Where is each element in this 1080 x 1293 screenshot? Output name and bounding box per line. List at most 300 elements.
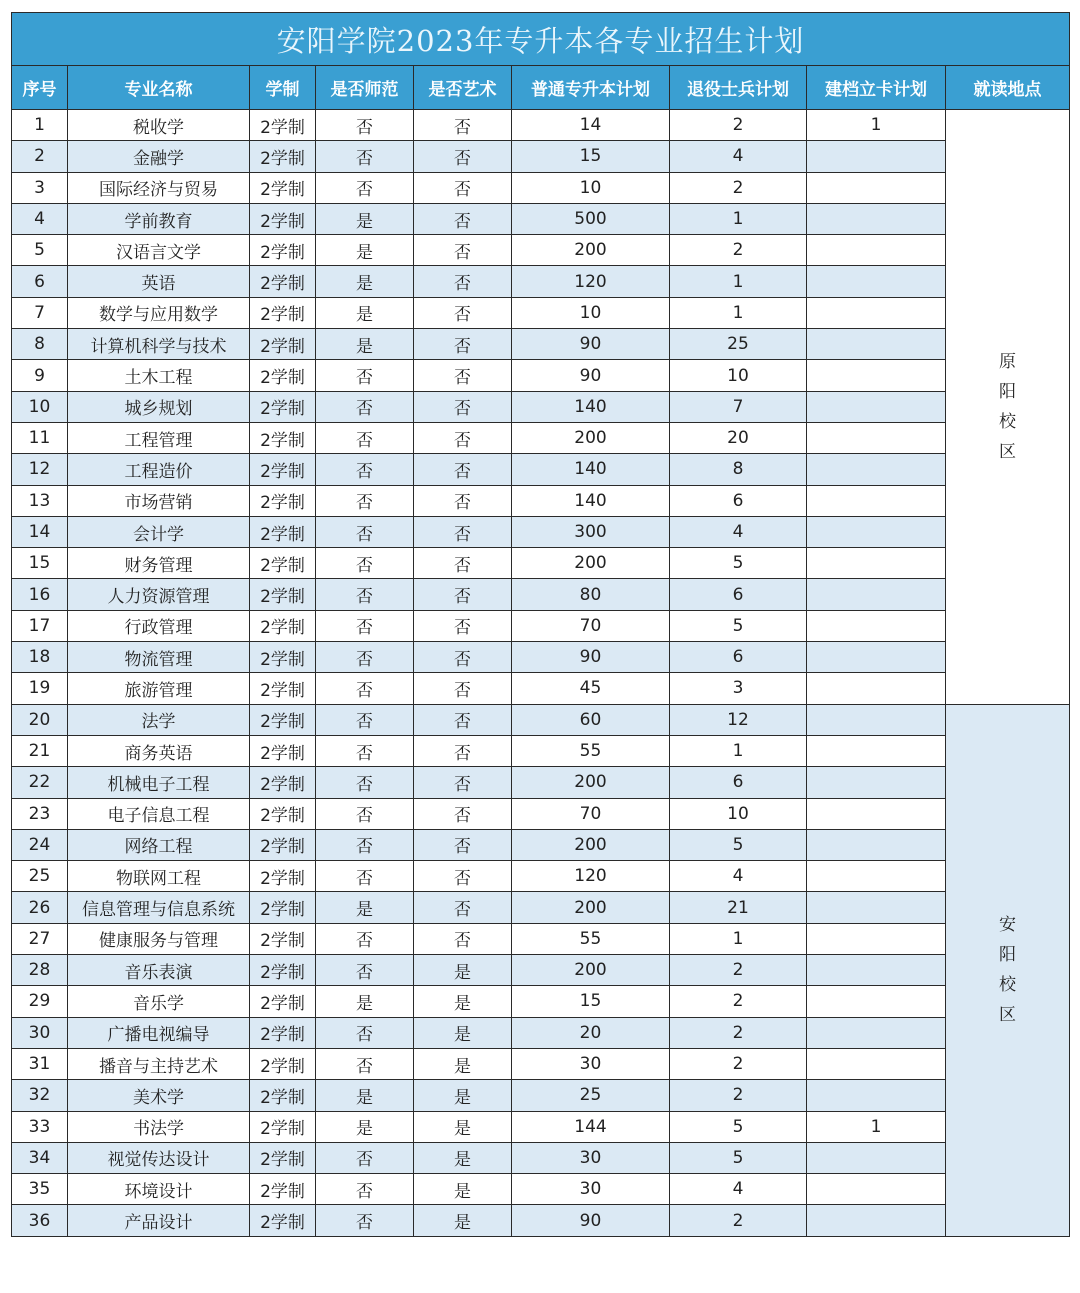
regular-plan: 200 [512, 767, 670, 798]
table-row [12, 172, 1070, 203]
veteran-plan: 2 [670, 955, 807, 986]
major-name: 市场营销 [68, 485, 250, 516]
row-no: 11 [12, 422, 68, 453]
major-name: 健康服务与管理 [68, 923, 250, 954]
is-normal: 否 [316, 642, 414, 673]
major-name: 财务管理 [68, 548, 250, 579]
campus-name: 原阳校区 [999, 351, 1017, 462]
veteran-plan: 4 [670, 861, 807, 892]
veteran-plan: 6 [670, 767, 807, 798]
row-no: 9 [12, 360, 68, 391]
is-normal: 否 [316, 391, 414, 422]
poverty-plan [807, 1017, 946, 1048]
system: 2学制 [250, 235, 316, 266]
row-no: 36 [12, 1205, 68, 1236]
is-art: 是 [414, 1048, 512, 1079]
poverty-plan [807, 1205, 946, 1236]
veteran-plan: 20 [670, 422, 807, 453]
table-row [12, 235, 1070, 266]
major-name: 商务英语 [68, 735, 250, 766]
veteran-plan: 8 [670, 454, 807, 485]
poverty-plan [807, 141, 946, 172]
is-art: 否 [414, 422, 512, 453]
is-normal: 否 [316, 861, 414, 892]
is-normal: 否 [316, 829, 414, 860]
system: 2学制 [250, 329, 316, 360]
system: 2学制 [250, 1142, 316, 1173]
is-normal: 否 [316, 579, 414, 610]
table-row [12, 516, 1070, 547]
row-no: 32 [12, 1080, 68, 1111]
table-row [12, 986, 1070, 1017]
major-name: 视觉传达设计 [68, 1142, 250, 1173]
is-art: 否 [414, 485, 512, 516]
regular-plan: 144 [512, 1111, 670, 1142]
poverty-plan [807, 297, 946, 328]
regular-plan: 500 [512, 203, 670, 234]
system: 2学制 [250, 642, 316, 673]
is-normal: 否 [316, 110, 414, 141]
row-no: 25 [12, 861, 68, 892]
table-row [12, 329, 1070, 360]
is-art: 否 [414, 767, 512, 798]
table-row [12, 1111, 1070, 1142]
table-row [12, 548, 1070, 579]
is-art: 否 [414, 735, 512, 766]
regular-plan: 30 [512, 1174, 670, 1205]
system: 2学制 [250, 1174, 316, 1205]
row-no: 6 [12, 266, 68, 297]
poverty-plan [807, 516, 946, 547]
poverty-plan [807, 1142, 946, 1173]
major-name: 金融学 [68, 141, 250, 172]
row-no: 24 [12, 829, 68, 860]
major-name: 产品设计 [68, 1205, 250, 1236]
system: 2学制 [250, 1048, 316, 1079]
major-name: 美术学 [68, 1080, 250, 1111]
system: 2学制 [250, 955, 316, 986]
regular-plan: 55 [512, 735, 670, 766]
poverty-plan [807, 704, 946, 735]
system: 2学制 [250, 141, 316, 172]
is-art: 否 [414, 548, 512, 579]
veteran-plan: 1 [670, 297, 807, 328]
regular-plan: 90 [512, 329, 670, 360]
regular-plan: 200 [512, 955, 670, 986]
row-no: 12 [12, 454, 68, 485]
system: 2学制 [250, 172, 316, 203]
is-art: 是 [414, 986, 512, 1017]
col-header-no: 序号 [12, 66, 68, 110]
is-art: 否 [414, 329, 512, 360]
regular-plan: 140 [512, 485, 670, 516]
row-no: 2 [12, 141, 68, 172]
row-no: 17 [12, 610, 68, 641]
poverty-plan [807, 955, 946, 986]
is-art: 否 [414, 798, 512, 829]
row-no: 3 [12, 172, 68, 203]
poverty-plan [807, 767, 946, 798]
is-normal: 否 [316, 422, 414, 453]
is-normal: 否 [316, 1205, 414, 1236]
is-normal: 否 [316, 141, 414, 172]
is-normal: 否 [316, 735, 414, 766]
campus-cell [946, 110, 1070, 705]
table-row [12, 704, 1070, 735]
system: 2学制 [250, 516, 316, 547]
is-normal: 是 [316, 986, 414, 1017]
is-normal: 是 [316, 297, 414, 328]
poverty-plan [807, 579, 946, 610]
major-name: 音乐学 [68, 986, 250, 1017]
major-name: 工程造价 [68, 454, 250, 485]
veteran-plan: 4 [670, 141, 807, 172]
veteran-plan: 2 [670, 1017, 807, 1048]
is-normal: 否 [316, 610, 414, 641]
is-normal: 否 [316, 1048, 414, 1079]
major-name: 环境设计 [68, 1174, 250, 1205]
major-name: 国际经济与贸易 [68, 172, 250, 203]
row-no: 7 [12, 297, 68, 328]
major-name: 汉语言文学 [68, 235, 250, 266]
poverty-plan [807, 235, 946, 266]
table-row [12, 203, 1070, 234]
system: 2学制 [250, 861, 316, 892]
veteran-plan: 5 [670, 1142, 807, 1173]
veteran-plan: 6 [670, 579, 807, 610]
is-normal: 否 [316, 1017, 414, 1048]
table-row [12, 1174, 1070, 1205]
major-name: 土木工程 [68, 360, 250, 391]
is-art: 否 [414, 516, 512, 547]
major-name: 会计学 [68, 516, 250, 547]
system: 2学制 [250, 610, 316, 641]
poverty-plan [807, 203, 946, 234]
is-art: 否 [414, 454, 512, 485]
system: 2学制 [250, 1080, 316, 1111]
is-art: 是 [414, 1205, 512, 1236]
veteran-plan: 3 [670, 673, 807, 704]
regular-plan: 200 [512, 548, 670, 579]
is-art: 否 [414, 266, 512, 297]
poverty-plan [807, 454, 946, 485]
major-name: 物联网工程 [68, 861, 250, 892]
is-normal: 否 [316, 673, 414, 704]
veteran-plan: 6 [670, 642, 807, 673]
regular-plan: 300 [512, 516, 670, 547]
regular-plan: 200 [512, 235, 670, 266]
is-normal: 是 [316, 203, 414, 234]
col-header-normal: 是否师范 [316, 66, 414, 110]
regular-plan: 120 [512, 266, 670, 297]
poverty-plan [807, 923, 946, 954]
row-no: 33 [12, 1111, 68, 1142]
veteran-plan: 7 [670, 391, 807, 422]
table-row [12, 610, 1070, 641]
major-name: 法学 [68, 704, 250, 735]
row-no: 29 [12, 986, 68, 1017]
is-art: 否 [414, 704, 512, 735]
poverty-plan [807, 548, 946, 579]
poverty-plan [807, 391, 946, 422]
is-art: 是 [414, 1111, 512, 1142]
veteran-plan: 2 [670, 1048, 807, 1079]
is-normal: 是 [316, 266, 414, 297]
regular-plan: 80 [512, 579, 670, 610]
major-name: 播音与主持艺术 [68, 1048, 250, 1079]
col-header-major: 专业名称 [68, 66, 250, 110]
poverty-plan [807, 892, 946, 923]
system: 2学制 [250, 986, 316, 1017]
row-no: 27 [12, 923, 68, 954]
is-normal: 否 [316, 1142, 414, 1173]
table-row [12, 829, 1070, 860]
poverty-plan [807, 986, 946, 1017]
poverty-plan [807, 360, 946, 391]
major-name: 计算机科学与技术 [68, 329, 250, 360]
is-normal: 是 [316, 235, 414, 266]
row-no: 18 [12, 642, 68, 673]
regular-plan: 90 [512, 360, 670, 391]
system: 2学制 [250, 579, 316, 610]
system: 2学制 [250, 203, 316, 234]
veteran-plan: 5 [670, 610, 807, 641]
veteran-plan: 4 [670, 1174, 807, 1205]
veteran-plan: 5 [670, 548, 807, 579]
system: 2学制 [250, 1205, 316, 1236]
system: 2学制 [250, 735, 316, 766]
is-art: 否 [414, 892, 512, 923]
regular-plan: 20 [512, 1017, 670, 1048]
poverty-plan [807, 1080, 946, 1111]
poverty-plan [807, 735, 946, 766]
major-name: 广播电视编导 [68, 1017, 250, 1048]
major-name: 城乡规划 [68, 391, 250, 422]
veteran-plan: 1 [670, 266, 807, 297]
major-name: 机械电子工程 [68, 767, 250, 798]
row-no: 35 [12, 1174, 68, 1205]
regular-plan: 120 [512, 861, 670, 892]
veteran-plan: 2 [670, 110, 807, 141]
regular-plan: 10 [512, 297, 670, 328]
regular-plan: 15 [512, 986, 670, 1017]
is-art: 是 [414, 1174, 512, 1205]
poverty-plan [807, 1174, 946, 1205]
row-no: 16 [12, 579, 68, 610]
system: 2学制 [250, 485, 316, 516]
is-art: 否 [414, 297, 512, 328]
major-name: 书法学 [68, 1111, 250, 1142]
table-row [12, 1142, 1070, 1173]
major-name: 音乐表演 [68, 955, 250, 986]
system: 2学制 [250, 673, 316, 704]
regular-plan: 14 [512, 110, 670, 141]
system: 2学制 [250, 1111, 316, 1142]
veteran-plan: 2 [670, 1205, 807, 1236]
table-row [12, 297, 1070, 328]
major-name: 电子信息工程 [68, 798, 250, 829]
row-no: 23 [12, 798, 68, 829]
enrollment-table [11, 12, 1070, 1237]
is-art: 是 [414, 1142, 512, 1173]
regular-plan: 200 [512, 892, 670, 923]
row-no: 1 [12, 110, 68, 141]
major-name: 物流管理 [68, 642, 250, 673]
poverty-plan [807, 329, 946, 360]
poverty-plan [807, 1048, 946, 1079]
veteran-plan: 5 [670, 829, 807, 860]
table-row [12, 579, 1070, 610]
table-row [12, 1080, 1070, 1111]
table-row [12, 673, 1070, 704]
regular-plan: 70 [512, 798, 670, 829]
veteran-plan: 25 [670, 329, 807, 360]
table-row [12, 1048, 1070, 1079]
regular-plan: 30 [512, 1142, 670, 1173]
veteran-plan: 4 [670, 516, 807, 547]
is-normal: 否 [316, 548, 414, 579]
table-row [12, 735, 1070, 766]
veteran-plan: 12 [670, 704, 807, 735]
system: 2学制 [250, 704, 316, 735]
veteran-plan: 21 [670, 892, 807, 923]
table-row [12, 767, 1070, 798]
col-header-regular-plan: 普通专升本计划 [512, 66, 670, 110]
is-normal: 否 [316, 454, 414, 485]
system: 2学制 [250, 391, 316, 422]
is-normal: 是 [316, 1111, 414, 1142]
row-no: 10 [12, 391, 68, 422]
campus-name: 安阳校区 [999, 915, 1017, 1026]
table-row [12, 391, 1070, 422]
veteran-plan: 2 [670, 235, 807, 266]
poverty-plan [807, 172, 946, 203]
campus-cell [946, 704, 1070, 1236]
poverty-plan [807, 642, 946, 673]
major-name: 网络工程 [68, 829, 250, 860]
system: 2学制 [250, 767, 316, 798]
table-row [12, 110, 1070, 141]
is-art: 否 [414, 141, 512, 172]
regular-plan: 55 [512, 923, 670, 954]
is-art: 否 [414, 391, 512, 422]
veteran-plan: 10 [670, 798, 807, 829]
table-row [12, 923, 1070, 954]
regular-plan: 25 [512, 1080, 670, 1111]
is-art: 否 [414, 610, 512, 641]
is-art: 否 [414, 673, 512, 704]
is-art: 否 [414, 203, 512, 234]
table-title: 安阳学院2023年专升本各专业招生计划 [12, 13, 1070, 66]
table-row [12, 454, 1070, 485]
row-no: 34 [12, 1142, 68, 1173]
system: 2学制 [250, 266, 316, 297]
col-header-art: 是否艺术 [414, 66, 512, 110]
is-art: 否 [414, 642, 512, 673]
row-no: 26 [12, 892, 68, 923]
regular-plan: 90 [512, 642, 670, 673]
system: 2学制 [250, 360, 316, 391]
is-normal: 是 [316, 892, 414, 923]
veteran-plan: 2 [670, 986, 807, 1017]
is-art: 否 [414, 360, 512, 391]
row-no: 22 [12, 767, 68, 798]
system: 2学制 [250, 798, 316, 829]
system: 2学制 [250, 892, 316, 923]
row-no: 14 [12, 516, 68, 547]
veteran-plan: 5 [670, 1111, 807, 1142]
major-name: 英语 [68, 266, 250, 297]
veteran-plan: 1 [670, 203, 807, 234]
system: 2学制 [250, 422, 316, 453]
table-body [12, 110, 1070, 1237]
is-normal: 否 [316, 767, 414, 798]
major-name: 旅游管理 [68, 673, 250, 704]
row-no: 4 [12, 203, 68, 234]
table-row [12, 1205, 1070, 1236]
is-art: 否 [414, 235, 512, 266]
system: 2学制 [250, 829, 316, 860]
is-art: 否 [414, 861, 512, 892]
is-normal: 否 [316, 1174, 414, 1205]
row-no: 8 [12, 329, 68, 360]
col-header-campus: 就读地点 [946, 66, 1070, 110]
poverty-plan [807, 610, 946, 641]
poverty-plan: 1 [807, 110, 946, 141]
row-no: 30 [12, 1017, 68, 1048]
poverty-plan [807, 485, 946, 516]
veteran-plan: 2 [670, 172, 807, 203]
table-row [12, 955, 1070, 986]
is-normal: 是 [316, 329, 414, 360]
regular-plan: 200 [512, 422, 670, 453]
table-row [12, 422, 1070, 453]
system: 2学制 [250, 110, 316, 141]
table-row [12, 1017, 1070, 1048]
is-art: 是 [414, 1080, 512, 1111]
col-header-system: 学制 [250, 66, 316, 110]
veteran-plan: 6 [670, 485, 807, 516]
system: 2学制 [250, 1017, 316, 1048]
row-no: 5 [12, 235, 68, 266]
major-name: 数学与应用数学 [68, 297, 250, 328]
regular-plan: 90 [512, 1205, 670, 1236]
poverty-plan [807, 673, 946, 704]
poverty-plan [807, 829, 946, 860]
is-normal: 否 [316, 172, 414, 203]
veteran-plan: 1 [670, 735, 807, 766]
is-art: 否 [414, 923, 512, 954]
table-row [12, 266, 1070, 297]
poverty-plan [807, 422, 946, 453]
col-header-veteran-plan: 退役士兵计划 [670, 66, 807, 110]
regular-plan: 200 [512, 829, 670, 860]
regular-plan: 60 [512, 704, 670, 735]
row-no: 21 [12, 735, 68, 766]
table-row [12, 642, 1070, 673]
major-name: 学前教育 [68, 203, 250, 234]
veteran-plan: 2 [670, 1080, 807, 1111]
row-no: 15 [12, 548, 68, 579]
is-normal: 否 [316, 923, 414, 954]
major-name: 税收学 [68, 110, 250, 141]
table-row [12, 360, 1070, 391]
row-no: 28 [12, 955, 68, 986]
poverty-plan [807, 798, 946, 829]
header-row [12, 66, 1070, 110]
regular-plan: 140 [512, 391, 670, 422]
row-no: 31 [12, 1048, 68, 1079]
